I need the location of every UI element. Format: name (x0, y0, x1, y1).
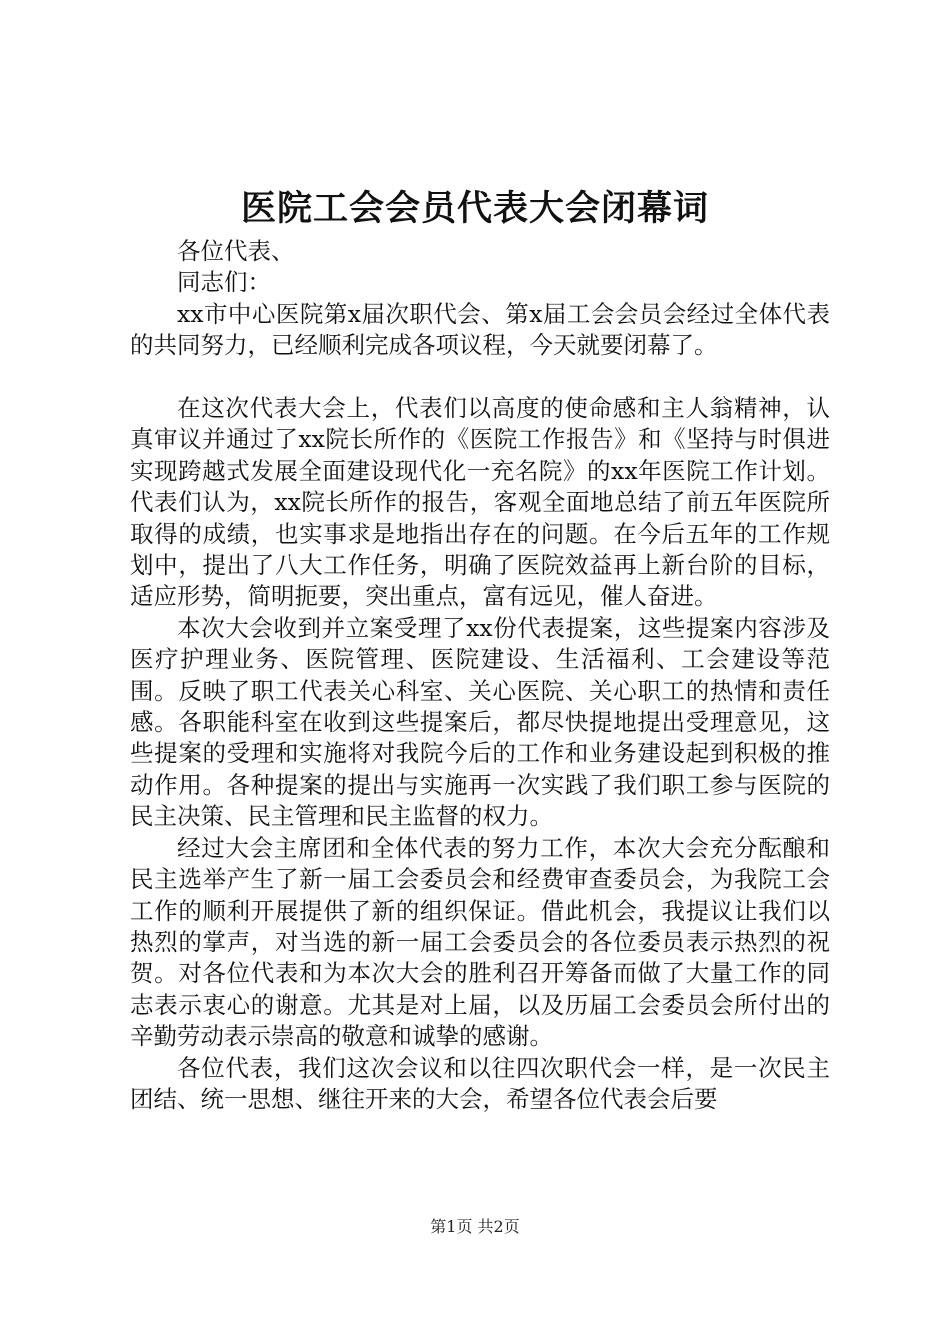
paragraph-report-review: 在这次代表大会上，代表们以高度的使命感和主人翁精神，认真审议并通过了xx院长所作的《医院工作报告》和《坚持与时俱进实现跨越式发展全面建设现代化一充名院》的xx年医院工作计划。代表们认为，xx院长所作的报告，客观全面地总结了前五年医院所取得的成绩，也实事求是地指出存在的问题。在今后五年的工作规划中，提出了八大工作任务，明确了医院效益再上新台阶的目标，适应形势，简明扼要，突出重点，富有远见，催人奋进。 (130, 394, 830, 611)
paragraph-closing: 各位代表，我们这次会议和以往四次职代会一样，是一次民主团结、统一思想、继往开来的大会，希望各位代表会后要 (130, 1053, 830, 1113)
document-title: 医院工会会员代表大会闭幕词 (240, 188, 709, 229)
salutation-delegates: 各位代表、 (177, 237, 295, 265)
paragraph-proposals: 本次大会收到并立案受理了xx份代表提案，这些提案内容涉及医疗护理业务、医院管理、医院建设、生活福利、工会建设等范围。反映了职工代表关心科室、关心医院、关心职工的热情和责任感。各职能科室在收到这些提案后，都尽快提地提出受理意见，这些提案的受理和实施将对我院今后的工作和业务建设起到积极的推动作用。各种提案的提出与实施再一次实践了我们职工参与医院的民主决策、民主管理和民主监督的权力。 (130, 613, 830, 831)
paragraph-election: 经过大会主席团和全体代表的努力工作，本次大会充分酝酿和民主选举产生了新一届工会委员会和经费审查委员会，为我院工会工作的顺利开展提供了新的组织保证。借此机会，我提议让我们以热烈的掌声，对当选的新一届工会委员会的各位委员表示热烈的祝贺。对各位代表和为本次大会的胜利召开筹备而做了大量工作的同志表示衷心的谢意。尤其是对上届，以及历届工会委员会所付出的辛勤劳动表示崇高的敬意和诚挚的感谢。 (130, 833, 830, 1051)
paragraph-opening: xx市中心医院第x届次职代会、第x届工会会员会经过全体代表的共同努力，已经顺利完成各项议程，今天就要闭幕了。 (130, 299, 830, 360)
document-body (130, 236, 830, 1115)
page-footer: 第1页 共2页 (430, 1217, 520, 1236)
salutation-comrades: 同志们： (177, 268, 271, 297)
